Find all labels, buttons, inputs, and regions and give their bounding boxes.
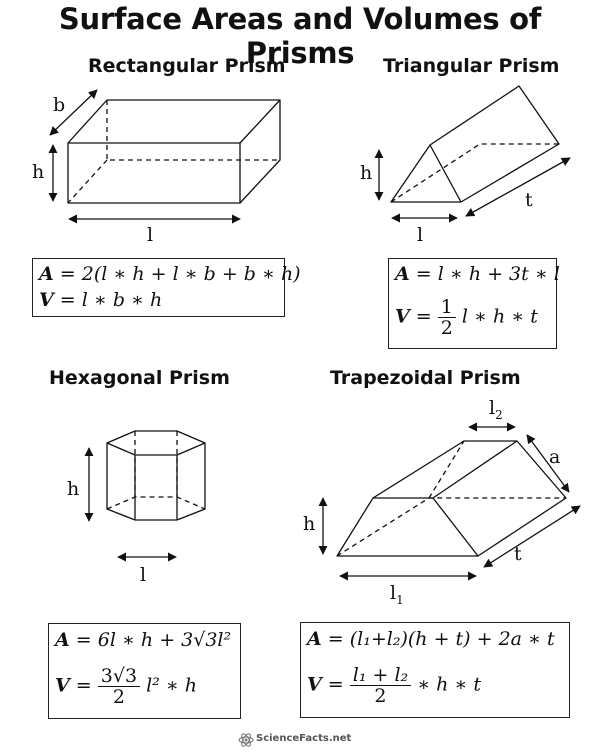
hexagonal-prism-heading: Hexagonal Prism [49, 367, 230, 389]
tri-label-h: h [360, 162, 373, 184]
trap-volume-fraction: $\frac{\text{l₁ + l₂}}{2}$ [350, 665, 411, 706]
triangular-formula-box [388, 258, 560, 349]
hex-label-l: l [140, 564, 147, 586]
tri-volume-formula: V = $\frac{1}{2}$ l ∗ h ∗ t [395, 296, 538, 339]
trap-label-a: a [549, 446, 561, 468]
sciencefacts-logo[interactable] [238, 731, 352, 749]
rectangular-formula-box [32, 258, 301, 317]
rect-label-b: b [53, 94, 66, 116]
trap-volume-formula: V = $\frac{\text{l₁ + l₂}}{2}$ ∗ h ∗ t [307, 664, 482, 707]
hex-volume-fraction: $\frac{3√3}{2}$ [98, 666, 140, 707]
trap-label-h: h [303, 513, 316, 535]
trap-label-l2: $l_2$ [489, 397, 503, 422]
tri-volume-fraction: $\frac{1}{2}$ [438, 297, 456, 338]
trapezoidal-prism-heading: Trapezoidal Prism [330, 367, 521, 389]
page-title: Surface Areas and Volumes of Prisms [58, 2, 542, 70]
triangular-prism-figure [379, 86, 570, 218]
logo-text: ScienceFacts.net [256, 733, 352, 744]
rect-label-h: h [32, 161, 45, 183]
hexagonal-formula-box [48, 623, 241, 719]
rectangular-prism-figure [50, 90, 280, 219]
rect-volume-formula: V = l ∗ b ∗ h [39, 289, 163, 311]
tri-label-l: l [417, 224, 424, 246]
trap-area-formula: A = (l₁+l₂)(h + t) + 2a ∗ t [307, 628, 555, 650]
hex-volume-formula: V = $\frac{3√3}{2}$ l² ∗ h [55, 665, 198, 708]
triangular-prism-heading: Triangular Prism [383, 55, 560, 77]
rectangular-prism-heading: Rectangular Prism [88, 55, 286, 77]
atom-icon [238, 732, 254, 748]
trap-label-l1: $l_1$ [390, 582, 404, 607]
hex-label-h: h [67, 478, 80, 500]
tri-label-t: t [525, 189, 533, 211]
tri-area-formula: A = l ∗ h + 3t ∗ l [395, 263, 560, 285]
rect-area-formula: A = 2(l ∗ h + l ∗ b + b ∗ h) [39, 263, 301, 285]
hex-area-formula: A = 6l ∗ h + 3√3l² [55, 629, 232, 651]
trapezoidal-formula-box [300, 622, 570, 718]
trap-label-t: t [514, 543, 522, 565]
trapezoidal-prism-figure [323, 427, 580, 576]
rect-label-l: l [147, 224, 154, 246]
hexagonal-prism-figure [89, 431, 205, 557]
